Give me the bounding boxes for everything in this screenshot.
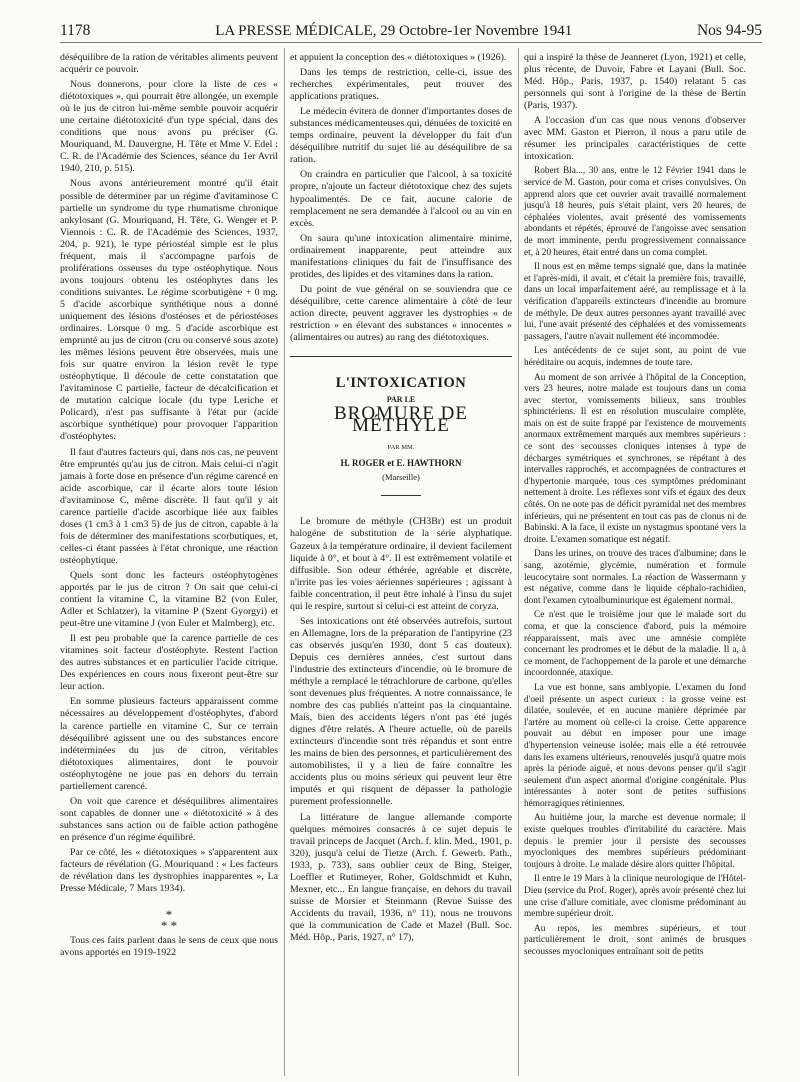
heading-rule: [381, 495, 421, 496]
case-paragraph: Au moment de son arrivée à l'hôpital de la Conception, vers 23 heures, notre malade est toujours dans un coma avec stertor, vomissements bilieux, sans troubles sphinctériens. Il est en résolution musculaire complète, mais on est de suite frappé par l'existence de mouvements anormaux extrêmement marqués aux membres supérieurs : ce sont des secousses cloniques intenses à type de décharges symétriques et synchrones, se répétant à des intervalles rapprochés, et accompagnées de contractures et d'hypertonie marquée, tous ces symptômes prédominant nettement à droite. Les réflexes sont vifs et égaux des deux côtés. On ne note pas de déficit pyramidal net des membres inférieurs, qui ne présentent en tout cas pas de clonus ni de Babinski. A la face, il existe un nystagmus spontané vers la droite. L'examen somatique est négatif.: [524, 372, 746, 545]
issue-date: 29 Octobre-1er Novembre 1941: [380, 23, 573, 39]
article-authors: H. ROGER et E. HAWTHORN: [340, 458, 462, 469]
paragraph: Nous donnerons, pour clore la liste de ces « diétotoxiques », qui pourrait être allongée, un exemple où le jus de citron lui-même semble pouvoir acquérir une certaine diétotoxicité d'un type spécial, dans des conditions que nous avons pu préciser (G. Mouriquand, M. Dauvergne, H. Tête et Mme V. Edel : C. R. de l'Académie des Sciences, séance du 1er Avril 1940, 210, p. 515).: [60, 79, 278, 175]
column-rule: [518, 48, 519, 1076]
case-paragraph: Il entre le 19 Mars à la clinique neurologique de l'Hôtel-Dieu (service du Prof. Roger), après avoir présenté chez lui une crise d'allure comitiale, avec clonisme prédominant au membre supérieur droit.: [524, 874, 746, 920]
case-paragraph: Les antécédents de ce sujet sont, au point de vue héréditaire ou acquis, indemnes de toute tare.: [524, 346, 746, 368]
case-paragraph: Dans les urines, on trouve des traces d'albumine; dans le sang, azotémie, glycémie, numération et formule leucocytaire sont normales. La réaction de Wassermann y est négative, comme dans le liquide céphalo-rachidien, dont l'examen cytoalbuminurique est également normal.: [524, 549, 746, 606]
case-paragraph: Au huitième jour, la marche est devenue normale; il existe quelques troubles d'irritabilité du caractère. Mais depuis le premier jour il persiste des secousses myocloniques des membres supérieurs prédominant toujours à droite. Le malade désire alors quitter l'hôpital.: [524, 813, 746, 870]
case-paragraph: Au repos, les membres supérieurs, et tout particulièrement le droit, sont animés de brusques secousses myocloniques entraînant soit de petits: [524, 923, 746, 958]
case-paragraph: La vue est bonne, sans amblyopie. L'examen du fond d'oeil présente un aspect curieux : la grosse veine est dilatée, soulevée, et en aucune manière déprimée par l'artère au moment où celle-ci la croise. Cette apparence pouvait au début en imposer pour une image d'hypertension veineuse isolée; mais elle a été retrouvée dans les examens ultérieurs, renouvelés jusqu'à quatre mois après la période aiguë, et nous devons penser qu'il s'agit seulement d'un aspect anormal d'origine congénitale. Plus intéressantes à noter sont de petites suffusions hémorragiques rétiniennes.: [524, 682, 746, 809]
column-rule: [284, 48, 285, 1076]
paragraph: Ses intoxications ont été observées autrefois, surtout en Allemagne, lors de la préparation de l'antipyrine (23 cas observés jusqu'en 1930, dont 5 cas douteux). Depuis ces dernières années, c'est surtout dans l'industrie des extincteurs d'incendie, où le bromure de méthyle a remplacé le tétrachlorure de carbone, qu'elles sont devenues plus fréquentes. A notre connaissance, le nombre des cas publiés n'atteint pas la cinquantaine. Mais, bien des accidents légers n'ont pas été jugés dignes d'être relatés. A l'heure actuelle, où de pareils extincteurs d'incendie sont très répandus et sont entre les mains de bien des personnes, et particulièrement des automobilistes, il y a lieu de faire connaître les accidents plus ou moins sérieux qui peuvent leur être imputés et qui risquent de dépasser la pathologie purement professionnelle.: [290, 615, 512, 808]
byline-label: PAR MM.: [387, 444, 415, 452]
page-header: [60, 22, 762, 43]
paragraph: déséquilibre de la ration de véritables aliments peuvent acquérir ce pouvoir.: [60, 52, 278, 76]
article-title: BROMURE DE MÉTHYLE: [333, 403, 469, 437]
paragraph: et appuient la conception des « diétotoxiques » (1926).: [290, 52, 507, 63]
column-3: [524, 52, 746, 962]
paragraph: Le bromure de méthyle (CH3Br) est un produit halogéne de substitution de la série alyphatique. Gazeux à la température ordinaire, il devient facilement liquide à 0°, et bout à 4°. Il est extrêmement volatile et diffusible. Son odeur éthérée, agréable et discrète, n'irrite pas les voies aériennes supérieures ; agissant à faible concentration, il peut être inhalé à l'insu du sujet qui le respire, surtout si celui-ci est atteint de coryza.: [290, 516, 512, 612]
paragraph: Il faut d'autres facteurs qui, dans nos cas, ne peuvent être empruntés qu'au jus de citron. Mais celui-ci n'agit jamais à forte dose en présence d'un régime carencé en acide ascorbique, car il écarte alors toute lésion d'avitaminose C, même discrète. Il faut qu'il y ait carence partielle d'acide ascorbique liée aux faibles doses (1 cm3 à 1 cm3 5) de jus de citron, capable à la fois de déterminer des manifestations scorbutiques, et, celles-ci étant passées à l'état chronique, une réaction ostéophytique.: [60, 446, 278, 566]
paragraph: Dans les temps de restriction, celle-ci, issue des recherches expérimentales, peut trouver des applications pratiques.: [290, 67, 512, 103]
article-kicker-connector: PAR LE: [386, 395, 416, 405]
page-number: 1178: [60, 22, 91, 39]
paragraph: Le médecin évitera de donner d'importantes doses de substances médicamenteuses qui, dénuées de toxicité en temps ordinaire, peuvent la développer du fait d'un déséquilibre nutritif du sujet lié au déséquilibre de sa ration.: [290, 106, 512, 166]
issue-number: Nos 94-95: [696, 22, 762, 39]
paragraph: qui a inspiré la thèse de Jeanneret (Lyon, 1921) et celle, plus récente, de Duvoir, Fabre et Layani (Bull. Soc. Méd. Hôp., Paris, 1937, p. 1540) relatant 5 cas personnels qui sont à l'origine de la thèse de Bertin (Paris, 1937).: [524, 52, 746, 112]
paragraph: On craindra en particulier que l'alcool, à sa toxicité propre, n'ajoute un facteur diétotoxique chez des sujets hypoalimentés. De ce fait, aucune calorie de remplacement ne sera demandée à l'alcool ou au vin en excès.: [290, 169, 512, 229]
paragraph: En somme plusieurs facteurs apparaissent comme nécessaires au développement d'ostéophytes, d'abord la carence partielle en vitamine C. Sur ce terrain déséquilibré agissent une ou des substances encore indéterminées du jus de citron, véritables diétotoxiques alimentaires, dont le pouvoir ostéophytogène ne joue pas en dehors du terrain partiellement carencé.: [60, 696, 278, 792]
case-paragraph: Ce n'est que le troisième jour que le malade sort du coma, et que la conscience d'abord, puis la mémoire réapparaissent, mais avec une amnésie complète concernant les prodromes et le début de la maladie. Il a, à ce moment, de l'achoppement de la parole et une démarche incoordonnée, ataxique.: [524, 610, 746, 679]
paragraph: La littérature de langue allemande comporte quelques mémoires consacrés à ce sujet depuis le travail princeps de Jacquet (Arch. f. klin. Med., 1901, p. 320), jusqu'à celui de Tietze (Arch. f. Gewerb. Path., 1933, p. 733), sans oublier ceux de Bing, Steiger, Loeffler et Rutimeyer, Roher, Goldschmidt et Kuhn, Mexner, etc... En langue française, en dehors du travail suisse de Morsier et Steinmann (Revue Suisse des Accidents du travail, 1936, n° 11), nous ne trouvons que la communication de Cade et Mazel (Bull. Soc. Méd. Hôp., Paris, 1927, n° 17),: [290, 811, 512, 943]
journal-title-date: [215, 23, 572, 40]
case-paragraph: Robert Bla..., 30 ans, entre le 12 Février 1941 dans le service de M. Gaston, pour coma et crises convulsives. On apprend alors que cet ouvrier avait travaillé normalement jusqu'à 18 heures, puis s'était plaint, vers 20 heures, de céphalées violentes, avait présenté des vomissements abondants et répétés, éprouvé de l'angoisse avec sensation de mort imminente, perdu progressivement connaissance et, à 20 heures, était entré dans un coma complet.: [524, 166, 746, 258]
column-1: [60, 52, 278, 962]
column-2: [290, 52, 512, 947]
case-paragraph: Il nous est en même temps signalé que, dans la matinée et l'après-midi, il avait, et c'était la première fois, travaillé, dans un local imparfaitement aéré, au remplissage et à la vérification d'appareils extincteurs d'incendie au bromure de méthyle. De deux autres personnes ayant travaillé avec lui, l'une avait présenté des céphalées et des vomissements passagers, l'autre n'avait nullement été incommodée.: [524, 262, 746, 342]
article-heading: [290, 356, 512, 496]
paragraph: On saura qu'une intoxication alimentaire minime, ordinairement inapparente, peut atteindre aux manifestations cliniques du fait de l'insuffisance des protides, des lipides et des vitamines dans la ration.: [290, 232, 512, 280]
article-kicker: L'INTOXICATION: [335, 375, 467, 392]
paragraph: On voit que carence et déséquilibres alimentaires sont capables de donner une « diétotoxicité » à des substances sans action ou de faible action pathogène en présence d'un régime équilibré.: [60, 795, 278, 843]
section-separator: * * *: [160, 907, 178, 934]
journal-title: LA PRESSE MÉDICALE,: [215, 23, 377, 39]
paragraph: Nous avons antérieurement montré qu'il était possible de déterminer par un régime d'avitaminose C partielle un syndrome du type rhumatisme chronique ankylosant (G. Mouriquand, H. Tête, G. Wenger et P. Viennois : C. R. de l'Académie des Sciences, 1937, 204, p. 921), le type périostéal simple est le plus fréquent, mais il s'accompagne parfois de proliférations osseuses du type ostéophytique. Nous avons toujours obtenu les ostéophytes dans les conditions suivantes. Le régime scorbutigène + 0 mg. 5 d'acide ascorbique synthétique nous a donné uniquement des lésions d'ostéoses et de périostéoses ordinaires. Lorsque 0 mg. 5 d'acide ascorbique est emprunté au jus de citron (cru ou conservé sous azote) les mêmes lésions peuvent être observées, mais une fois sur quatre environ la lésion revêt le type ostéophytique. Il découle de cette constatation que l'avitaminose C partielle, facteur de décalcification et de mutation calcique locale (du type Leriche et Policard), n'est pas suffisante à l'état pur (acide ascorbique synthétique) pour provoquer l'apparition d'ostéophytes.: [60, 178, 278, 443]
author-affiliation: (Marseille): [382, 472, 420, 483]
paragraph: Quels sont donc les facteurs ostéophytogènes apportés par le jus de citron ? On sait que celui-ci contient la vitamine C, la vitamine B2 (von Euler, Adler et Schlatzer), la vitamine P (Szent Gyorgyi) et peut-être une vitamine J (von Euler et Malmberg), etc.: [60, 569, 278, 630]
paragraph: Il est peu probable que la carence partielle de ces vitamines soit facteur d'ostéophyte. Restent l'action des autres substances et en particulier l'acide citrique. Des expériences en cours nous fixeront peut-être sur leur action.: [60, 633, 278, 693]
paragraph: Par ce côté, les « diétotoxiques » s'apparentent aux facteurs de révélation (G. Mouriquand : « Les facteurs de révélation dans les dystrophies inapparentes », La Presse Médicale, 7 Mars 1934).: [60, 847, 278, 895]
paragraph: Tous ces faits parlent dans le sens de ceux que nous avons apportés en 1919-1922: [60, 935, 278, 959]
paragraph: Du point de vue général on se souviendra que ce déséquilibre, cette carence alimentaire à côté de leur action directe, peuvent aggraver les dystrophies « de restriction » en élevant des substances « innocentes » (alimentaires ou autres) au rang des diétotoxiques.: [290, 283, 512, 344]
paragraph: A l'occasion d'un cas que nous venons d'observer avec MM. Gaston et Pierron, il nous a paru utile de résumer les principales caractéristiques de cette intoxication.: [524, 115, 746, 163]
